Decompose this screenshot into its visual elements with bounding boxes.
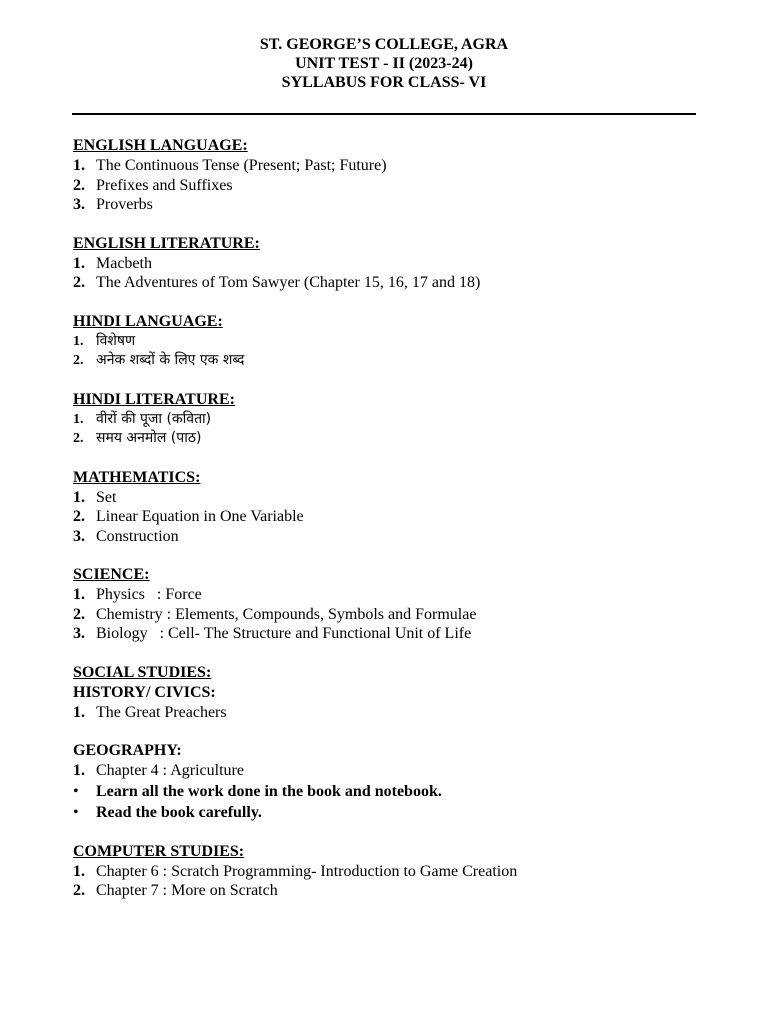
- list-item: 1. Chapter 4 : Agriculture: [73, 762, 244, 779]
- list-item: 1. Physics : Force: [73, 586, 202, 603]
- list-item: 1. विशेषण: [73, 332, 136, 349]
- bullet-item: • Learn all the work done in the book and notebook.: [73, 782, 442, 800]
- test-title: UNIT TEST - II (2023-24): [295, 55, 473, 72]
- section-english-literature: [73, 234, 713, 293]
- bullet-icon: •: [73, 782, 79, 800]
- list-item: 2. The Adventures of Tom Sawyer (Chapter 15, 16, 17 and 18): [73, 274, 481, 291]
- section-hindi-language: [73, 312, 713, 371]
- section-heading: MATHEMATICS:: [73, 468, 201, 486]
- section-heading: SCIENCE:: [73, 566, 150, 583]
- section-heading: HINDI LANGUAGE:: [73, 312, 223, 330]
- list-item: 3. Proverbs: [73, 196, 153, 213]
- list-item: 1. The Continuous Tense (Present; Past; Future): [73, 157, 387, 174]
- list-item: 1. वीरों की पूजा (कविता): [73, 410, 212, 427]
- list-item: 2. समय अनमोल (पाठ): [73, 430, 202, 446]
- list-item: 1. Chapter 6 : Scratch Programming- Introduction to Game Creation: [73, 862, 518, 880]
- bullet-item: • Read the book carefully.: [73, 803, 262, 821]
- section-geography: [73, 741, 713, 823]
- syllabus-title: SYLLABUS FOR CLASS- VI: [281, 74, 487, 91]
- section-heading: COMPUTER STUDIES:: [73, 842, 245, 860]
- section-english-language: [73, 136, 713, 215]
- list-item: 2. अनेक शब्दों के लिए एक शब्द: [73, 352, 245, 368]
- section-mathematics: [73, 468, 713, 547]
- section-heading: ENGLISH LANGUAGE:: [73, 137, 248, 154]
- list-item: 2. Chemistry : Elements, Compounds, Symbols and Formulae: [73, 605, 477, 623]
- list-item: 2. Prefixes and Suffixes: [73, 176, 233, 194]
- college-name: ST. GEORGE’S COLLEGE, AGRA: [259, 36, 509, 53]
- section-social-studies: [73, 663, 713, 723]
- section-heading: SOCIAL STUDIES:: [73, 663, 212, 681]
- header-divider: [72, 113, 696, 115]
- section-heading: HINDI LITERATURE:: [73, 390, 235, 408]
- document-header: [0, 35, 768, 92]
- list-item: 2. Linear Equation in One Variable: [73, 508, 304, 525]
- list-item: 1. Macbeth: [73, 254, 152, 272]
- section-heading: ENGLISH LITERATURE:: [73, 234, 260, 252]
- bullet-icon: •: [73, 803, 79, 821]
- list-item: 1. The Great Preachers: [73, 703, 227, 721]
- section-subheading: HISTORY/ CIVICS:: [73, 683, 216, 701]
- section-hindi-literature: [73, 390, 713, 449]
- section-science: [73, 565, 713, 644]
- list-item: 3. Construction: [73, 527, 179, 545]
- list-item: 2. Chapter 7 : More on Scratch: [73, 882, 278, 899]
- section-computer-studies: [73, 842, 713, 901]
- list-item: 1. Set: [73, 488, 117, 506]
- list-item: 3. Biology : Cell- The Structure and Functional Unit of Life: [73, 625, 472, 642]
- syllabus-content: [73, 136, 713, 901]
- section-heading: GEOGRAPHY:: [73, 742, 182, 759]
